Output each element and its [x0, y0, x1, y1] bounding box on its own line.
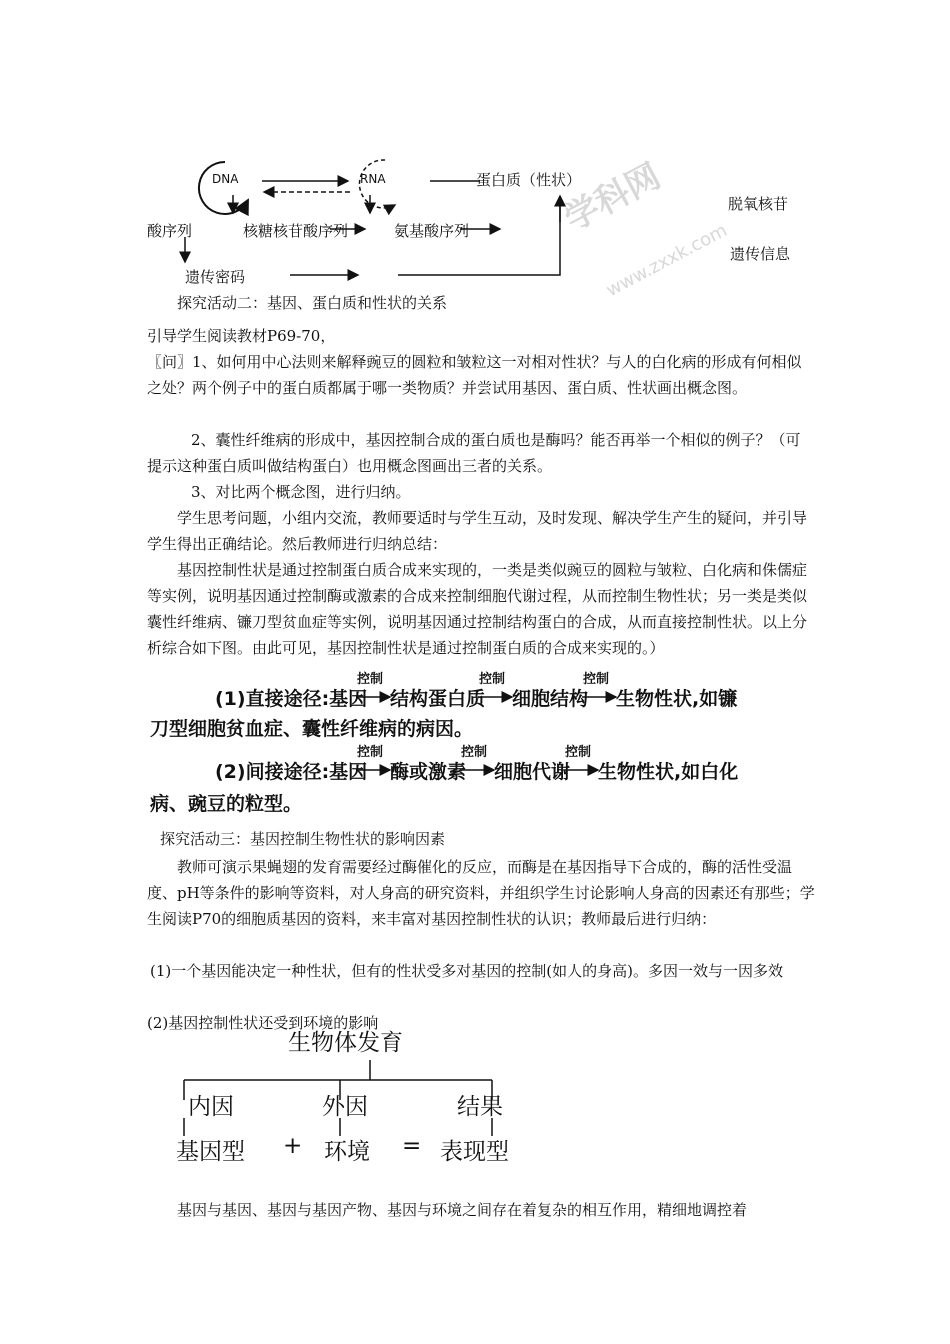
dna-label: DNA — [212, 172, 239, 186]
pathway1-ctrl-3: 控制 — [583, 672, 610, 687]
codon-label: 遗传密码 — [185, 268, 246, 286]
question-2: 2、囊性纤维病的形成中，基因控制合成的蛋白质也是酶吗？能否再举一个相似的例子？（可提示这种蛋白质叫做结构蛋白）也用概念图画出三者的关系。 — [147, 431, 801, 475]
watermark-logo: 学科网 — [558, 155, 668, 240]
genotype-label: 基因型 — [176, 1139, 245, 1165]
pathway2-continuation: 病、豌豆的粒型。 — [150, 793, 303, 815]
question-3: 3、对比两个概念图，进行归纳。 — [191, 483, 411, 501]
think-paragraph: 学生思考问题，小组内交流，教师要适时与学生互动，及时发现、解决学生产生的疑问，并引导学生得出正确结论。然后教师进行归纳总结： — [147, 509, 808, 553]
protein-label: 蛋白质（性状） — [476, 171, 582, 189]
pathway2-ctrl-1: 控制 — [357, 745, 384, 760]
replication-loop — [199, 162, 248, 214]
pathway2-ctrl-3: 控制 — [565, 745, 592, 760]
activity3-point-2: (2)基因控制性状还受到环境的影响 — [147, 1014, 379, 1032]
tree-result: 结果 — [457, 1094, 503, 1120]
seq3-label: 氨基酸序列 — [394, 222, 470, 240]
pathway2-prefix: (2)间接途径:基因 — [215, 761, 368, 783]
pathway2-node-2: 细胞代谢 — [494, 761, 571, 783]
summary-paragraph: 基因控制性状是通过控制蛋白质合成来实现的，一类是类似豌豆的圆粒与皱粒、白化病和侏儒症等实例，说明基因通过控制酶或激素的合成来控制细胞代谢过程，从而控制生物性状；另一类是类似囊性纤维病、镰刀型贫血症等实例，说明基因通过控制结构蛋白的合成，从而直接控制性状。以上分析综合如下图。由此可见，基因控制性状是通过控制蛋白质的合成来实现的。） — [147, 561, 808, 657]
pathway1-continuation: 刀型细胞贫血症、囊性纤维病的病因。 — [150, 718, 474, 740]
last-paragraph: 基因与基因、基因与基因产物、基因与环境之间存在着复杂的相互作用，精细地调控着 — [177, 1201, 748, 1219]
equals-sign: = — [402, 1133, 422, 1159]
seq1-label: 酸序列 — [147, 222, 193, 240]
activity3-paragraph: 教师可演示果蝇翅的发育需要经过酶催化的反应，而酶是在基因指导下合成的，酶的活性受温度、pH等条件的影响等资料，对人身高的研究资料，并组织学生讨论影响人身高的因素还有那些；学生阅读P70的细胞质基因的资料，来丰富对基因控制性状的认识；教师最后进行归纳： — [147, 858, 815, 928]
pathway1-ctrl-2: 控制 — [479, 672, 506, 687]
question-1: 〖问〗1、如何用中心法则来解释豌豆的圆粒和皱粒这一对相对性状？与人的白化病的形成有何相似之处？两个例子中的蛋白质都属于哪一类物质？并尝试用基因、蛋白质、性状画出概念图。 — [147, 353, 802, 397]
pathway1-ctrl-1: 控制 — [357, 672, 384, 687]
activity3-point-1: (1)一个基因能决定一种性状，但有的性状受多对基因的控制(如人的身高)。多因一效与一因多效 — [150, 962, 783, 980]
activity3-heading: 探究活动三：基因控制生物性状的影响因素 — [160, 830, 446, 848]
intro-paragraph: 引导学生阅读教材P69-70， — [147, 327, 336, 345]
pathway2-node-3: 生物性状,如白化 — [598, 761, 739, 783]
tree-internal: 内因 — [188, 1094, 234, 1120]
phenotype-label: 表现型 — [440, 1139, 509, 1165]
central-dogma-diagram — [0, 0, 950, 320]
pathway1-node-2: 细胞结构 — [512, 688, 589, 710]
tree-root: 生物体发育 — [288, 1030, 403, 1056]
tree-external: 外因 — [322, 1094, 368, 1120]
plus-sign: + — [283, 1133, 303, 1159]
pathway1-node-1: 结构蛋白质 — [390, 688, 486, 710]
pathway2-node-1: 酶或激素 — [390, 761, 467, 783]
seq2-label: 核糖核苷酸序列 — [243, 222, 349, 240]
pathway1-node-3: 生物性状,如镰 — [616, 688, 738, 710]
watermark-url: www.zxxk.com — [602, 219, 731, 302]
pathway2-ctrl-2: 控制 — [461, 745, 488, 760]
rna-label: RNA — [360, 172, 386, 186]
pathway1-prefix: (1)直接途径:基因 — [215, 688, 368, 710]
environment-label: 环境 — [324, 1139, 370, 1165]
activity2-heading: 探究活动二：基因、蛋白质和性状的关系 — [177, 294, 448, 312]
genetic-info-label: 遗传信息 — [730, 245, 791, 263]
deoxy-label: 脱氧核苷 — [728, 195, 789, 213]
